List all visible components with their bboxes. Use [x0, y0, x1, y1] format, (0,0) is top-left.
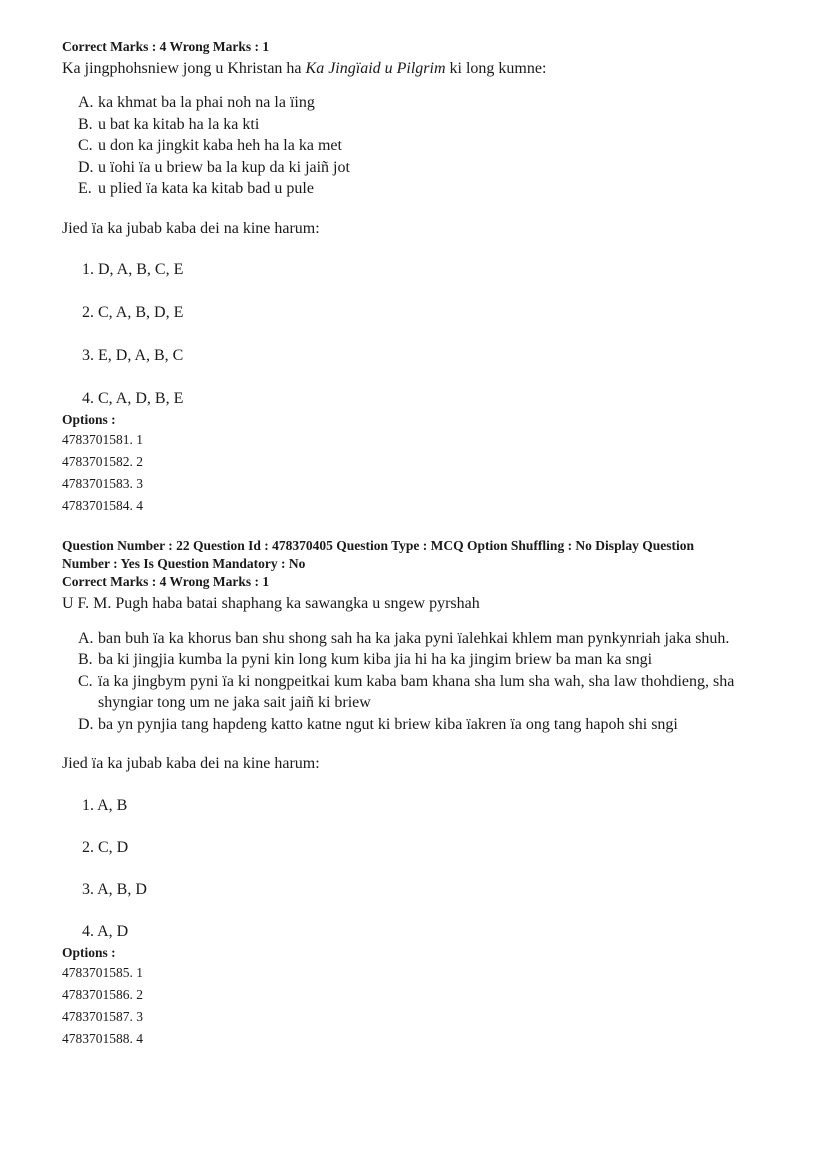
- statement-b: [78, 649, 782, 671]
- statement-text: u bat ka kitab ha la ka kti: [98, 115, 260, 133]
- statement-label: C.: [78, 137, 93, 154]
- statement-text: ïa ka jingbym pyni ïa ki nongpeitkai kum kaba bam khana sha lum sha wah, sha law thohdieng, sha shyngiar tong um ne jaka sait jaiñ ki briew: [98, 672, 735, 711]
- statement-list: [78, 628, 782, 736]
- choice-3: 3. E, D, A, B, C: [82, 346, 184, 364]
- option-3: 4783701583. 3: [62, 475, 143, 491]
- marks-line: Correct Marks : 4 Wrong Marks : 1: [62, 39, 270, 54]
- document-page: [62, 38, 782, 1050]
- choice-1: 1. A, B: [82, 797, 128, 814]
- marks-line: Correct Marks : 4 Wrong Marks : 1: [62, 573, 270, 589]
- question-text-part: ki long kumne:: [445, 60, 547, 77]
- option-4: 4783701584. 4: [62, 497, 143, 513]
- statement-b: [78, 114, 782, 136]
- choice-3: 3. A, B, D: [82, 881, 147, 898]
- statement-text: u ïohi ïa u briew ba la kup da ki jaiñ jot: [98, 158, 350, 176]
- option-2: 4783701586. 2: [62, 987, 143, 1002]
- statement-text: ka khmat ba la phai noh na la ïing: [98, 94, 315, 111]
- statement-label: A.: [78, 629, 94, 647]
- statement-d: [78, 157, 782, 179]
- option-3: 4783701587. 3: [62, 1009, 143, 1024]
- statement-a: [78, 92, 782, 114]
- option-1: 4783701585. 1: [62, 965, 143, 980]
- statement-c: [78, 671, 782, 714]
- statement-label: D.: [78, 158, 94, 176]
- statement-e: [78, 178, 782, 200]
- question-text-part: Ka jingphohsniew jong u Khristan ha: [62, 60, 306, 77]
- question-text: U F. M. Pugh haba batai shaphang ka sawangka u sngew pyrshah: [62, 594, 480, 612]
- question-header-cont: Number : Yes Is Question Mandatory : No: [62, 555, 306, 571]
- statement-label: A.: [78, 94, 94, 111]
- instruction: Jied ïa ka jubab kaba dei na kine harum:: [62, 219, 320, 237]
- statement-a: [78, 628, 782, 650]
- question-text: [62, 58, 782, 80]
- statement-text: ban buh ïa ka khorus ban shu shong sah ha ka jaka pyni ïalehkai khlem man pynkynriah jaka shuh.: [98, 629, 730, 647]
- statement-list: [78, 92, 782, 200]
- statement-label: B.: [78, 115, 93, 133]
- option-4: 4783701588. 4: [62, 1031, 143, 1046]
- statement-text: u plied ïa kata ka kitab bad u pule: [98, 180, 314, 197]
- statement-d: [78, 714, 782, 736]
- statement-label: E.: [78, 180, 92, 197]
- option-1: 4783701581. 1: [62, 431, 143, 447]
- question-header: Question Number : 22 Question Id : 478370405 Question Type : MCQ Option Shuffling : No Display Question: [62, 537, 694, 553]
- choice-1: 1. D, A, B, C, E: [82, 260, 184, 278]
- choice-4: 4. C, A, D, B, E: [82, 389, 184, 407]
- statement-c: [78, 135, 782, 157]
- choice-2: 2. C, A, B, D, E: [82, 303, 184, 321]
- statement-text: u don ka jingkit kaba heh ha la ka met: [98, 137, 342, 154]
- statement-label: B.: [78, 651, 93, 668]
- options-label: Options :: [62, 945, 116, 960]
- question-21: [62, 38, 782, 517]
- instruction: Jied ïa ka jubab kaba dei na kine harum:: [62, 755, 320, 772]
- book-title: Ka Jingïaid u Pilgrim: [305, 60, 446, 77]
- statement-text: ba ki jingjia kumba la pyni kin long kum kiba jia hi ha ka jingim briew ba man ka sngi: [98, 651, 653, 668]
- choice-2: 2. C, D: [82, 839, 129, 856]
- question-22: [62, 537, 782, 1051]
- option-2: 4783701582. 2: [62, 453, 143, 469]
- options-label: Options :: [62, 411, 116, 427]
- statement-label: C.: [78, 672, 93, 690]
- statement-label: D.: [78, 715, 94, 733]
- choice-4: 4. A, D: [82, 923, 129, 940]
- statement-text: ba yn pynjia tang hapdeng katto katne ngut ki briew kiba ïakren ïa ong tang hapoh shi sngi: [98, 715, 678, 733]
